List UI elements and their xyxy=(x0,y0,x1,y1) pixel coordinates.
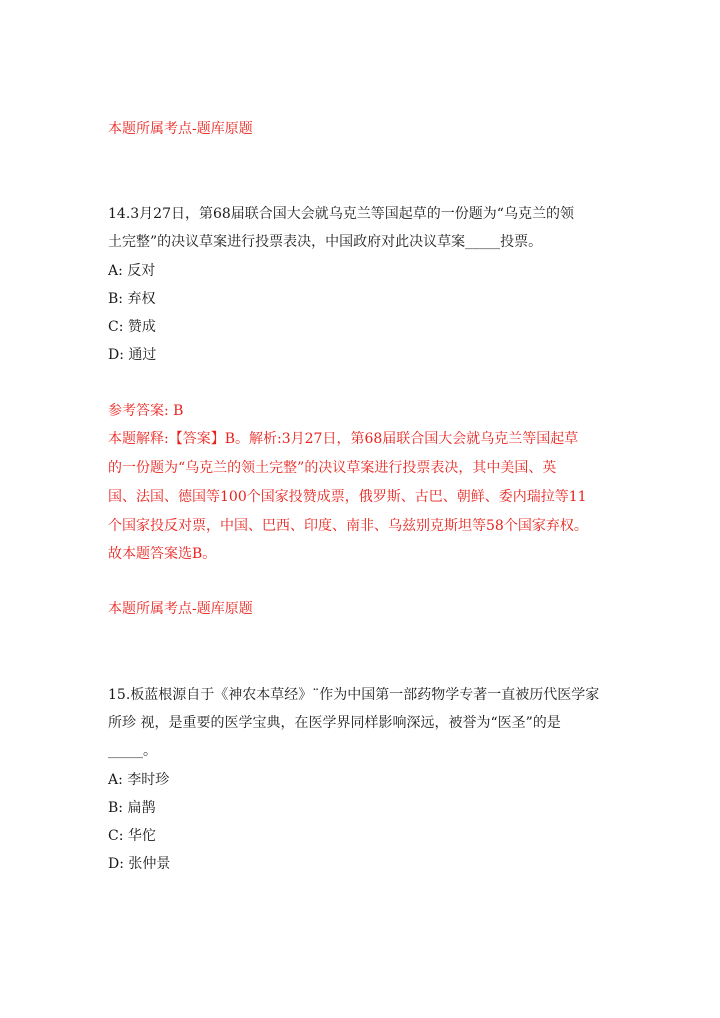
q15-option-b: B: 扁鹊 xyxy=(108,800,156,816)
q14-source-note: 本题所属考点-题库原题 xyxy=(108,601,253,617)
q14-explanation-line-3: 国、法国、德国等100个国家投赞成票，俄罗斯、古巴、朝鲜、委内瑞拉等11 xyxy=(108,489,587,505)
q15-stem-line-3: _____。 xyxy=(108,743,157,759)
q15-option-a: A: 李时珍 xyxy=(108,772,170,788)
q14-stem-line-1: 14.3月27日，第68届联合国大会就乌克兰等国起草的一份题为“乌克兰的领 xyxy=(108,206,574,222)
q15-stem-line-2: 所珍 视，是重要的医学宝典，在医学界同样影响深远，被誉为“医圣”的是 xyxy=(108,715,561,731)
q15-option-c: C: 华佗 xyxy=(108,828,156,844)
q14-option-c: C: 赞成 xyxy=(108,319,156,335)
q14-explanation-line-2: 的一份题为“乌克兰的领土完整”的决议草案进行投票表决，其中美国、英 xyxy=(108,460,557,476)
q14-option-a: A: 反对 xyxy=(108,263,156,279)
q14-explanation-line-4: 个国家投反对票，中国、巴西、印度、南非、乌兹别克斯坦等58个国家弃权。 xyxy=(108,518,588,534)
q14-explanation-line-1: 本题解释:【答案】B。解析:3月27日，第68届联合国大会就乌克兰等国起草 xyxy=(108,431,579,447)
q14-answer: 参考答案: B xyxy=(108,403,184,419)
q14-explanation-line-5: 故本题答案选B。 xyxy=(108,546,217,562)
q15-stem-line-1: 15.板蓝根源自于《神农本草经》¨作为中国第一部药物学专著一直被历代医学家 xyxy=(108,687,600,703)
q14-option-b: B: 弃权 xyxy=(108,291,156,307)
source-note-previous: 本题所属考点-题库原题 xyxy=(108,121,253,137)
q14-option-d: D: 通过 xyxy=(108,347,157,363)
q15-option-d: D: 张仲景 xyxy=(108,856,171,872)
q14-stem-line-2: 土完整”的决议草案进行投票表决，中国政府对此决议草案_____投票。 xyxy=(108,234,543,250)
